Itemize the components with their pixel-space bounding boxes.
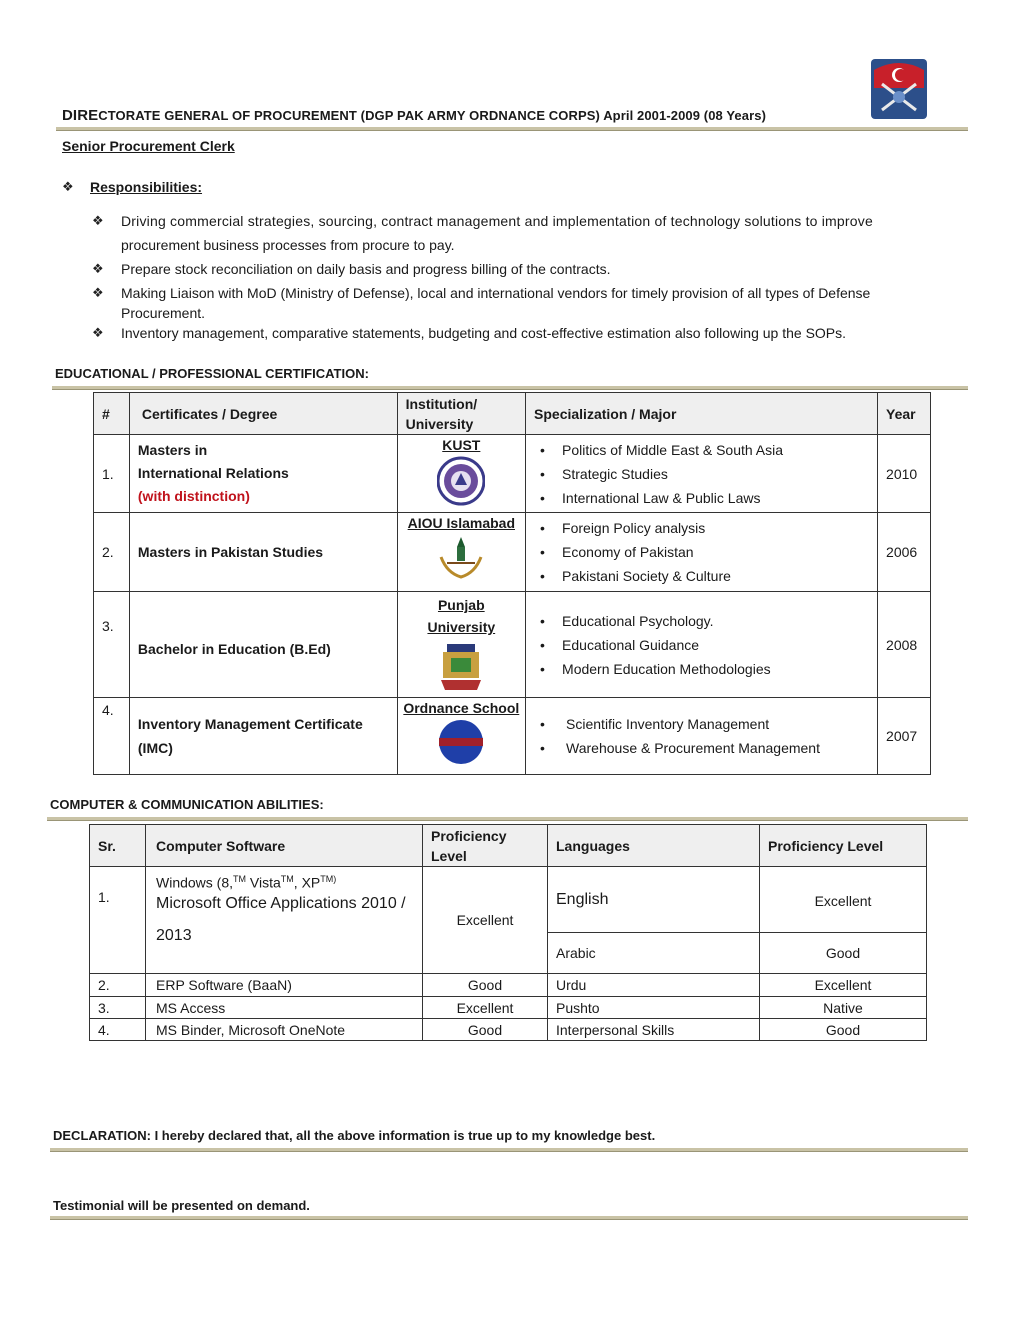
job-heading [62, 107, 766, 124]
job-heading-rest: CTORATE GENERAL OF PROCUREMENT (DGP PAK ARMY ORDNANCE CORPS) April 2001-2009 (08 Years) [98, 108, 766, 123]
diamond-bullet-icon: ❖ [92, 261, 104, 276]
specialization-item: • Warehouse & Procurement Management [534, 736, 869, 760]
specialization-item: • Politics of Middle East & South Asia [534, 438, 869, 462]
col-num-header: # [94, 393, 130, 435]
responsibility-line: Making Liaison with MoD (Ministry of Defense), local and international vendors for timely provision of all types of Defense [121, 285, 871, 301]
specialization-item: • Educational Guidance [534, 633, 869, 657]
declaration-rule [50, 1148, 968, 1152]
diamond-bullet-icon: ❖ [92, 325, 104, 340]
language-cell: Urdu [548, 974, 760, 997]
row-sr: 4. [90, 1019, 146, 1041]
education-section-title: EDUCATIONAL / PROFESSIONAL CERTIFICATION: [55, 366, 369, 381]
specialization-cell [526, 513, 878, 592]
specialization-cell [526, 592, 878, 698]
institution-header-line: Institution/ [405, 395, 478, 412]
degree-line: Masters in [137, 442, 208, 458]
language-cell: English [548, 867, 760, 933]
year-cell: 2010 [878, 435, 931, 513]
software-cell: MS Access [146, 997, 423, 1019]
specialization-cell [526, 435, 878, 513]
table-row [90, 997, 927, 1019]
responsibility-line: procurement business processes from procure to pay. [121, 237, 455, 253]
aiou-logo-icon [406, 533, 517, 581]
specialization-item: • Strategic Studies [534, 462, 869, 486]
responsibility-line: Driving commercial strategies, sourcing, contract management and implementation of technology solutions to improve [121, 213, 873, 229]
table-row [94, 592, 931, 698]
proficiency-cell: Excellent [423, 867, 548, 974]
proficiency-header-line: Level [431, 847, 467, 864]
proficiency-cell: Excellent [423, 997, 548, 1019]
software-office: Microsoft Office Applications 2010 / [156, 894, 406, 912]
institution-cell [397, 435, 525, 513]
col-specialization-header: Specialization / Major [526, 393, 878, 435]
education-header-row [94, 393, 931, 435]
institution-name: Punjab [437, 597, 485, 613]
degree-cell: Masters in Pakistan Studies [129, 513, 397, 592]
row-sr: 1. [90, 867, 146, 974]
institution-cell [397, 698, 525, 775]
row-num: 2. [94, 513, 130, 592]
table-row [94, 513, 931, 592]
specialization-item: • Pakistani Society & Culture [534, 564, 869, 588]
col-language-proficiency-header: Proficiency Level [760, 825, 927, 867]
diamond-bullet-icon: ❖ [62, 179, 74, 194]
specialization-item: • Modern Education Methodologies [534, 657, 869, 681]
software-windows-part: , XP [293, 874, 321, 891]
trademark-mark: TM [233, 874, 247, 884]
year-cell: 2006 [878, 513, 931, 592]
language-proficiency-cell: Good [760, 933, 927, 974]
institution-name: Ordnance School [403, 700, 520, 716]
testimonial-rule [50, 1216, 968, 1220]
responsibility-line: Inventory management, comparative statements, budgeting and cost-effective estimation also following up the SOPs. [121, 325, 847, 341]
proficiency-cell: Good [423, 974, 548, 997]
specialization-cell [526, 698, 878, 775]
punjab-university-logo-icon [406, 640, 517, 694]
education-rule [52, 386, 968, 390]
row-num: 4. [94, 698, 130, 775]
job-role: Senior Procurement Clerk [62, 138, 235, 154]
specialization-item: • International Law & Public Laws [534, 486, 869, 510]
row-sr: 3. [90, 997, 146, 1019]
trademark-mark: TM) [320, 874, 337, 884]
language-proficiency-cell: Excellent [760, 867, 927, 933]
row-sr: 2. [90, 974, 146, 997]
institution-cell [397, 592, 525, 698]
job-heading-cap: DIRE [62, 107, 99, 124]
language-proficiency-cell: Excellent [760, 974, 927, 997]
institution-name: KUST [442, 437, 481, 453]
language-proficiency-cell: Native [760, 997, 927, 1019]
specialization-item: • Economy of Pakistan [534, 540, 869, 564]
language-cell: Pushto [548, 997, 760, 1019]
job-heading-rule [56, 127, 968, 131]
software-windows-part: Vista [246, 874, 281, 891]
table-row [90, 974, 927, 997]
proficiency-cell: Good [423, 1019, 548, 1041]
degree-line: (IMC) [137, 740, 173, 756]
degree-cell [129, 435, 397, 513]
row-num: 1. [94, 435, 130, 513]
computer-section-title: COMPUTER & COMMUNICATION ABILITIES: [50, 797, 324, 812]
degree-line: International Relations [137, 465, 289, 481]
col-institution-header [397, 393, 525, 435]
institution-name: University [427, 619, 496, 635]
table-row [94, 435, 931, 513]
institution-header-line: University [405, 415, 474, 432]
language-cell: Interpersonal Skills [548, 1019, 760, 1041]
specialization-item: • Educational Psychology. [534, 609, 869, 633]
software-windows [156, 869, 414, 893]
ordnance-school-logo-icon [400, 718, 523, 766]
diamond-bullet-icon: ❖ [92, 285, 104, 300]
degree-line: Inventory Management Certificate [137, 716, 363, 732]
proficiency-header-line: Proficiency [431, 827, 507, 844]
computer-rule [47, 817, 968, 821]
trademark-mark: TM [280, 874, 294, 884]
education-table [93, 392, 931, 775]
responsibility-line: Procurement. [121, 305, 206, 321]
row-num: 3. [94, 592, 130, 698]
table-row [94, 698, 931, 775]
year-cell: 2008 [878, 592, 931, 698]
col-year-header: Year [878, 393, 931, 435]
col-sr-header: Sr. [90, 825, 146, 867]
diamond-bullet-icon: ❖ [92, 213, 104, 228]
col-software-header: Computer Software [146, 825, 423, 867]
language-cell: Arabic [548, 933, 760, 974]
table-row [90, 1019, 927, 1041]
software-office-year: 2013 [156, 926, 192, 944]
col-languages-header: Languages [548, 825, 760, 867]
ordnance-corps-emblem [870, 58, 928, 120]
software-cell: ERP Software (BaaN) [146, 974, 423, 997]
col-proficiency-header [423, 825, 548, 867]
computer-header-row [90, 825, 927, 867]
table-row [90, 867, 927, 933]
language-proficiency-cell: Good [760, 1019, 927, 1041]
kust-logo-icon [406, 455, 517, 507]
institution-name: AIOU Islamabad [407, 515, 515, 531]
specialization-item: • Scientific Inventory Management [534, 712, 869, 736]
responsibility-line: Prepare stock reconciliation on daily basis and progress billing of the contracts. [121, 261, 611, 277]
responsibilities-title: Responsibilities: [90, 179, 203, 195]
software-windows-part: Windows (8, [156, 874, 234, 891]
institution-cell [397, 513, 525, 592]
year-cell: 2007 [878, 698, 931, 775]
computer-table [89, 824, 927, 1041]
specialization-item: • Foreign Policy analysis [534, 516, 869, 540]
software-cell: MS Binder, Microsoft OneNote [146, 1019, 423, 1041]
degree-cell [129, 698, 397, 775]
degree-cell: Bachelor in Education (B.Ed) [129, 592, 397, 698]
software-cell [146, 867, 423, 974]
declaration-text: DECLARATION: I hereby declared that, all the above information is true up to my knowledge best. [53, 1128, 656, 1143]
col-degree-header: Certificates / Degree [129, 393, 397, 435]
degree-distinction: (with distinction) [137, 488, 250, 504]
testimonial-text: Testimonial will be presented on demand. [53, 1198, 310, 1213]
